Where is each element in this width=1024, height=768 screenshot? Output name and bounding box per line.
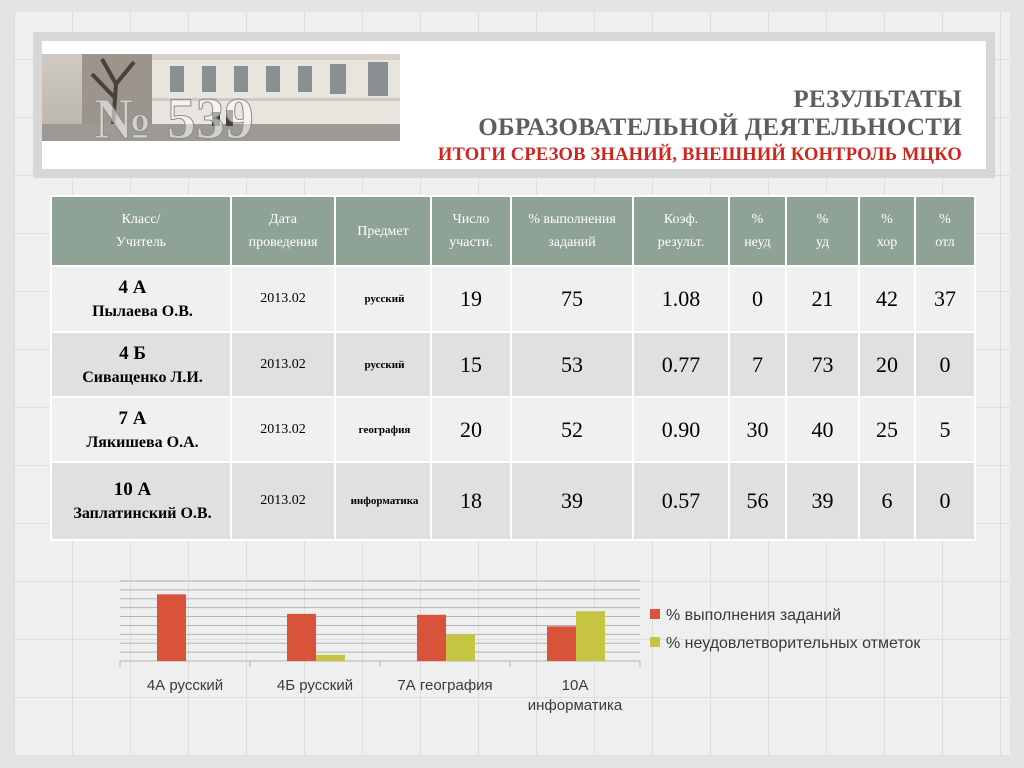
ud-cell: 40 bbox=[786, 397, 859, 462]
class-cell: 4 А Пылаева О.В. bbox=[51, 266, 231, 332]
coef-cell: 0.90 bbox=[633, 397, 729, 462]
pct-cell: 39 bbox=[511, 462, 633, 540]
column-header: Дата проведения bbox=[231, 196, 335, 266]
date-cell: 2013.02 bbox=[231, 397, 335, 462]
chart-bar bbox=[576, 611, 605, 661]
hor-cell: 25 bbox=[859, 397, 915, 462]
legend-label: % выполнения заданий bbox=[666, 607, 842, 624]
coef-cell: 0.57 bbox=[633, 462, 729, 540]
neud-cell: 0 bbox=[729, 266, 786, 332]
chart-bar bbox=[157, 594, 186, 661]
subject-cell: информатика bbox=[335, 462, 431, 540]
ud-cell: 73 bbox=[786, 332, 859, 397]
legend-swatch bbox=[650, 637, 660, 647]
category-label: информатика bbox=[527, 697, 623, 714]
hor-cell: 42 bbox=[859, 266, 915, 332]
chart-bar bbox=[417, 615, 446, 661]
page-subtitle: ИТОГИ СРЕЗОВ ЗНАНИЙ, ВНЕШНИЙ КОНТРОЛЬ МЦКО bbox=[437, 145, 962, 165]
otl-cell: 0 bbox=[915, 462, 975, 540]
column-header: % уд bbox=[786, 196, 859, 266]
category-label: 4А русский bbox=[146, 677, 224, 694]
count-cell: 15 bbox=[431, 332, 511, 397]
page-title-line1: РЕЗУЛЬТАТЫ bbox=[793, 86, 962, 113]
count-cell: 20 bbox=[431, 397, 511, 462]
column-header: % отл bbox=[915, 196, 975, 266]
count-cell: 18 bbox=[431, 462, 511, 540]
chart-bar bbox=[547, 626, 576, 661]
coef-cell: 0.77 bbox=[633, 332, 729, 397]
column-header: Класс/ Учитель bbox=[51, 196, 231, 266]
count-cell: 19 bbox=[431, 266, 511, 332]
pct-cell: 52 bbox=[511, 397, 633, 462]
date-cell: 2013.02 bbox=[231, 462, 335, 540]
hor-cell: 6 bbox=[859, 462, 915, 540]
ud-cell: 39 bbox=[786, 462, 859, 540]
legend-swatch bbox=[650, 609, 660, 619]
subject-cell: география bbox=[335, 397, 431, 462]
photo-caption: № 539 bbox=[94, 86, 254, 141]
column-header: % неуд bbox=[729, 196, 786, 266]
category-label: 10А bbox=[561, 677, 589, 694]
legend-label: % неудовлетворительных отметок bbox=[666, 635, 921, 652]
pct-cell: 75 bbox=[511, 266, 633, 332]
chart-bar bbox=[446, 634, 475, 661]
class-cell: 4 Б Сиващенко Л.И. bbox=[51, 332, 231, 397]
subject-cell: русский bbox=[335, 266, 431, 332]
category-label: 7А география bbox=[397, 677, 493, 694]
pct-cell: 53 bbox=[511, 332, 633, 397]
chart-bar bbox=[287, 614, 316, 661]
otl-cell: 0 bbox=[915, 332, 975, 397]
otl-cell: 37 bbox=[915, 266, 975, 332]
page-title-line2: ОБРАЗОВАТЕЛЬНОЙ ДЕЯТЕЛЬНОСТИ bbox=[478, 114, 962, 141]
column-header: Коэф. результ. bbox=[633, 196, 729, 266]
chart-bar bbox=[316, 655, 345, 661]
column-header: % хор bbox=[859, 196, 915, 266]
neud-cell: 7 bbox=[729, 332, 786, 397]
hor-cell: 20 bbox=[859, 332, 915, 397]
neud-cell: 30 bbox=[729, 397, 786, 462]
class-cell: 7 А Лякишева О.А. bbox=[51, 397, 231, 462]
ud-cell: 21 bbox=[786, 266, 859, 332]
class-cell: 10 А Заплатинский О.В. bbox=[51, 462, 231, 540]
subject-cell: русский bbox=[335, 332, 431, 397]
coef-cell: 1.08 bbox=[633, 266, 729, 332]
category-label: 4Б русский bbox=[276, 677, 354, 694]
date-cell: 2013.02 bbox=[231, 332, 335, 397]
column-header: Предмет bbox=[335, 196, 431, 266]
neud-cell: 56 bbox=[729, 462, 786, 540]
column-header: Число участи. bbox=[431, 196, 511, 266]
date-cell: 2013.02 bbox=[231, 266, 335, 332]
column-header: % выполнения заданий bbox=[511, 196, 633, 266]
otl-cell: 5 bbox=[915, 397, 975, 462]
